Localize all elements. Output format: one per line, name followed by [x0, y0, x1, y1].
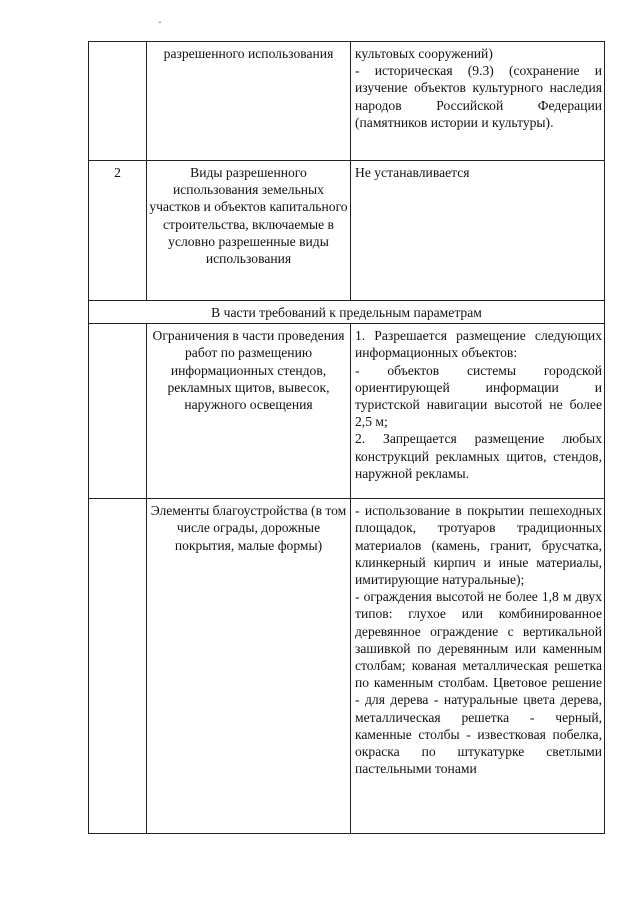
parameter-content [351, 42, 604, 131]
content-paragraph: культовых сооружений) [355, 46, 493, 61]
row-number-cell [89, 324, 147, 499]
table-row [89, 161, 605, 301]
row-number-cell [89, 42, 147, 161]
parameter-title-cell [147, 324, 351, 499]
page-mark: · [158, 15, 162, 29]
parameter-content-cell [351, 161, 605, 301]
parameter-title: Виды разрешенного использования земельных участков и объектов капитального строительства, включаемые в условно разрешенные виды использования [149, 165, 348, 267]
row-number: 2 [114, 165, 121, 180]
row-number [89, 42, 146, 45]
section-header-row [89, 301, 605, 324]
section-header-cell [89, 301, 605, 324]
content-paragraph: - использование в покрытии пешеходных площадок, тротуаров традиционных материалов (камень, гранит, брусчатка, клинкерный кирпич и иные материалы, имитирующие натуральные); [355, 503, 602, 588]
parameter-content [351, 499, 604, 832]
parameter-title: Элементы благоустройства (в том числе ограды, дорожные покрытия, малые формы) [150, 503, 347, 553]
row-number-cell [89, 499, 147, 834]
regulations-table [88, 41, 605, 834]
parameter-title: разрешенного использования [163, 46, 334, 61]
content-paragraph: 1. Разрешается размещение следующих информационных объектов: [355, 328, 602, 361]
parameter-title-cell [147, 161, 351, 301]
content-paragraph: - историческая (9.3) (сохранение и изучение объектов культурного наследия народов Российской Федерации (памятников истории и культуры). [355, 63, 602, 130]
parameter-title-cell [147, 499, 351, 834]
table-row [89, 324, 605, 499]
parameter-title-cell [147, 42, 351, 161]
row-number [89, 499, 146, 502]
parameter-content [351, 324, 604, 482]
content-paragraph: Не устанавливается [355, 165, 470, 180]
parameter-content [351, 161, 604, 181]
row-number [89, 324, 146, 327]
content-paragraph: 2. Запрещается размещение любых конструкций рекламных щитов, стендов, наружной рекламы. [355, 431, 602, 481]
parameter-title: Ограничения в части проведения работ по размещению информационных стендов, рекламных щитов, вывесок, наружного освещения [152, 328, 345, 413]
table-row [89, 42, 605, 161]
row-number-cell [89, 161, 147, 301]
table-row [89, 499, 605, 834]
parameter-content-cell [351, 42, 605, 161]
parameter-content-cell [351, 324, 605, 499]
content-paragraph: - объектов системы городской ориентирующей информации и туристской навигации высотой не более 2,5 м; [355, 362, 602, 430]
content-paragraph: - ограждения высотой не более 1,8 м двух типов: глухое или комбинированное деревянное ограждение с вертикальной зашивкой по деревянным или каменным столбам; кованая металлическая решетка по каменным столбам. Цветовое решение - для дерева - натуральные цвета дерева, металлическая решетка - черный, каменные столбы - известковая побелка, окраска по штукатурке светлыми пастельными тонами [355, 589, 602, 777]
section-header: В части требований к предельным параметрам [211, 305, 482, 320]
parameter-content-cell [351, 499, 605, 834]
